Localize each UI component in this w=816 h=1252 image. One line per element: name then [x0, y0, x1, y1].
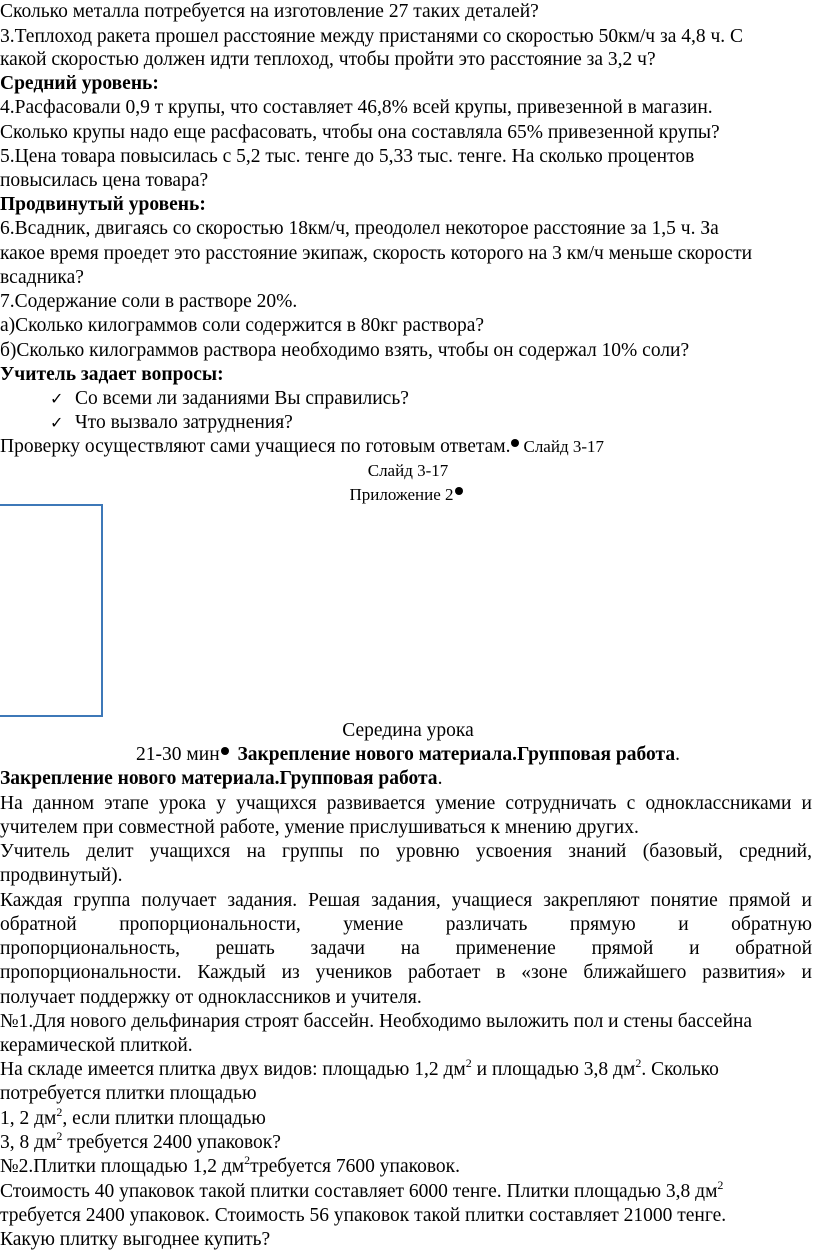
task-line: №1.Для нового дельфинария строят бассейн. Необходимо выложить пол и стены бассейна	[0, 1011, 753, 1032]
checklist-item: ✓ Что вызвало затруднения?	[50, 412, 293, 433]
task-line: 3, 8 $дм^2$ требуется 2400 упаковок?	[0, 1129, 281, 1153]
paragraph-line: учителем при совместной работе, умение прислушиваться к мнению других.	[0, 817, 639, 838]
text-line: а)Сколько килограммов соли содержится в 80кг раствора?	[0, 315, 485, 336]
text-line: Сколько металла потребуется на изготовление 27 таких деталей?	[0, 1, 539, 22]
heading-advanced-level: Продвинутый уровень:	[0, 194, 206, 215]
section-heading: Закрепление нового материала.Групповая работа.	[0, 768, 443, 789]
appendix-label: Приложение 2	[0, 483, 816, 507]
heading-middle-level: Средний уровень:	[0, 73, 159, 94]
text-line: повысилась цена товара?	[0, 170, 209, 191]
checkmark-icon: ✓	[50, 413, 64, 432]
section-title: 21-30 мин Закрепление нового материала.Групповая работа.	[136, 744, 680, 765]
task-line: 1, 2 $дм^2$, если плитки площадью	[0, 1105, 266, 1129]
slide-label: Слайд 3-17	[367, 461, 449, 480]
paragraph-line: пропорциональность, решать задачи на применение прямой и обратной	[0, 938, 812, 959]
bullet-dot-icon	[455, 487, 463, 495]
text-line: 3.Теплоход ракета прошел расстояние между пристанями со скоростью 50км/ч за 4,8 ч. С	[0, 26, 744, 47]
text-line: Сколько крупы надо еще расфасовать, чтобы она составляла 65% привезенной крупы?	[0, 122, 720, 143]
paragraph-line: Учитель делит учащихся на группы по уровню усвоения знаний (базовый, средний,	[0, 841, 812, 862]
task-line: керамической плиткой.	[0, 1035, 193, 1056]
checkmark-icon: ✓	[50, 389, 64, 408]
text-line: Проверку осуществляют сами учащиеся по готовым ответам. Слайд 3-17	[0, 436, 605, 457]
task-line: Стоимость 40 упаковок такой плитки составляет 6000 тенге. Плитки площадью 3,8 $дм^2$	[0, 1178, 724, 1202]
paragraph-line: На данном этапе урока у учащихся развивается умение сотрудничать с одноклассниками и	[0, 793, 812, 814]
text-line: б)Сколько килограммов раствора необходимо взять, чтобы он содержал 10% соли?	[0, 340, 690, 361]
task-line: №2.Плитки площадью 1,2 $дм^2требуется$ 7600 упаковок.	[0, 1153, 461, 1177]
text-line: всадника?	[0, 267, 84, 288]
image-frame	[0, 504, 103, 717]
paragraph-line: Каждая группа получает задания. Решая задания, учащиеся закрепляют понятие прямой и	[0, 890, 812, 911]
bullet-dot-icon	[511, 439, 519, 447]
text-line: 6.Всадник, двигаясь со скоростью 18км/ч, преодолел некоторое расстояние за 1,5 ч. За	[0, 218, 719, 239]
bullet-dot-icon	[221, 747, 229, 755]
text-line: какой скоростью должен идти теплоход, чтобы пройти это расстояние за 3,2 ч?	[0, 49, 656, 70]
paragraph-line: получает поддержку от одноклассников и учителя.	[0, 987, 422, 1008]
task-line: На складе имеется плитка двух видов: площадью 1,2 $дм^2$ и площадью 3,8 $дм^2$. Сколько	[0, 1056, 719, 1080]
section-label: Середина урока	[342, 720, 474, 741]
paragraph-line: обратной пропорциональности, умение различать прямую и обратную	[0, 914, 812, 935]
task-line: требуется 2400 упаковок. Стоимость 56 упаковок такой плитки составляет 21000 тенге.	[0, 1205, 727, 1226]
text-line: 5.Цена товара повысилась с 5,2 тыс. тенге до 5,33 тыс. тенге. На сколько процентов	[0, 146, 695, 167]
paragraph-line: продвинутый).	[0, 865, 123, 886]
paragraph-line: пропорциональности. Каждый из учеников работает в «зоне ближайшего развития» и	[0, 962, 812, 983]
task-line: потребуется плитки площадью	[0, 1083, 257, 1104]
task-line: Какую плитку выгоднее купить?	[0, 1229, 271, 1250]
checklist-item: ✓ Со всеми ли заданиями Вы справились?	[50, 388, 409, 409]
heading-teacher-questions: Учитель задает вопросы:	[0, 364, 224, 385]
text-line: 7.Содержание соли в растворе 20%.	[0, 291, 298, 312]
text-line: 4.Расфасовали 0,9 т крупы, что составляет 46,8% всей крупы, привезенной в магазин.	[0, 97, 713, 118]
text-line: какое время проедет это расстояние экипаж, скорость которого на 3 км/ч меньше скорости	[0, 243, 753, 264]
